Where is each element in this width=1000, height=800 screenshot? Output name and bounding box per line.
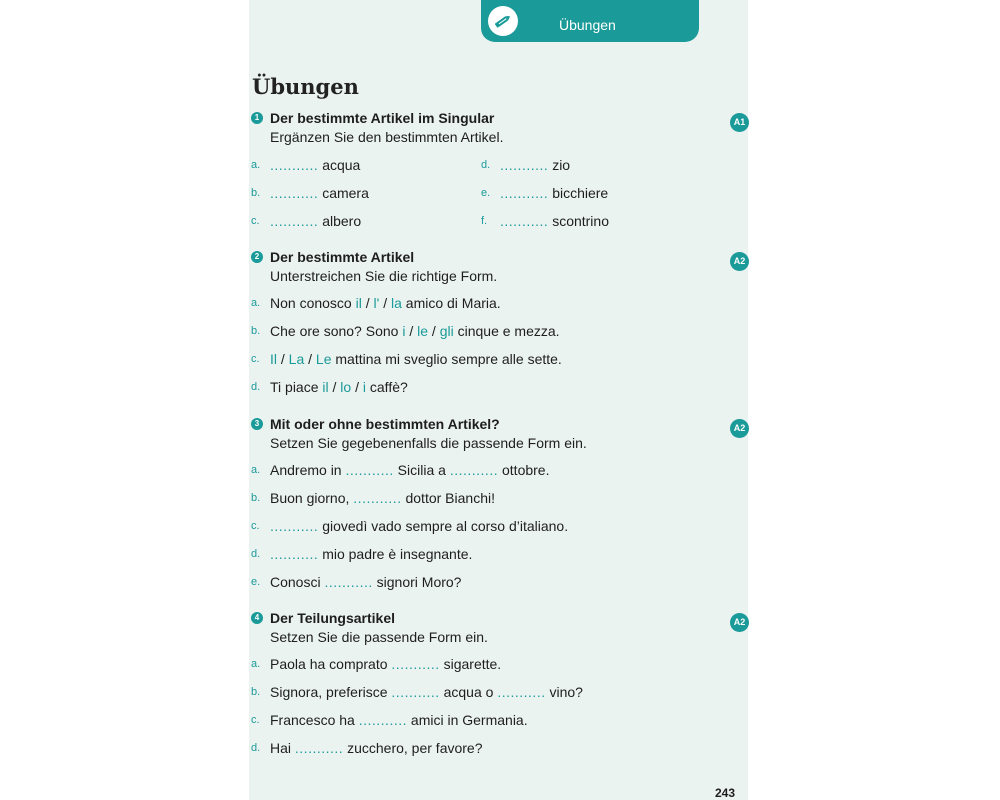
item-text: giovedì vado sempre al corso d’italiano. <box>322 518 569 534</box>
item-text: scontrino <box>552 213 609 229</box>
option: lo <box>340 379 352 395</box>
page-number: 243 <box>715 786 736 800</box>
exercise-instruction: Setzen Sie die passende Form ein. <box>270 629 488 645</box>
item-text: albero <box>322 213 362 229</box>
item-text: zucchero, per favore? <box>347 740 483 756</box>
answer-blank: ........... <box>294 740 344 756</box>
answer-blank: ........... <box>345 462 394 478</box>
answer-blank: ........... <box>270 546 319 562</box>
answer-blank: ........... <box>353 490 402 506</box>
item-text: amico di Maria. <box>401 295 501 311</box>
level-badge: A1 <box>730 113 749 132</box>
answer-blank: ........... <box>500 185 549 201</box>
item-letter: a. <box>251 658 261 670</box>
answer-blank: ........... <box>449 462 499 478</box>
item-text: Hai <box>270 740 295 756</box>
item-text: Sicilia a <box>397 462 450 478</box>
item-text: bicchiere <box>552 185 609 201</box>
item-text: dottor Bianchi! <box>405 490 495 506</box>
level-badge: A2 <box>730 252 749 271</box>
item-letter: e. <box>251 576 261 588</box>
exercise-title: Der bestimmte Artikel <box>270 249 415 265</box>
item-text: Conosci <box>270 574 325 590</box>
option: i <box>362 379 366 395</box>
item-letter: b. <box>251 187 261 199</box>
pencil-icon <box>488 6 518 36</box>
item-text: Signora, preferisce <box>270 684 392 700</box>
answer-blank: ........... <box>270 157 319 173</box>
answer-blank: ........... <box>497 684 546 700</box>
item-letter: d. <box>251 742 261 754</box>
answer-blank: ........... <box>270 518 319 534</box>
option: i <box>402 323 406 339</box>
level-badge: A2 <box>730 419 749 438</box>
option: Le <box>315 351 332 367</box>
workbook-page: Übungen Übungen 1 Der bestimmte Artikel im Singular Ergänzen Sie den bestimmten Artikel. A1 a. ........... acqua b. ........... camera c. ........... albero d. ........... zio e. ........... bicchiere f. ........... scontrino 2 Der bestimmte Artikel Unterstreichen Sie die richtige Form. A2 a. Non conosco il / l' / la amico di Maria. b. Che ore sono? Sono i / le / gli cinque e mezza. c. Il / La / Le mattina mi sveglio sempre alle sette. d. Ti piace il / lo / i caffè? 3 Mit oder ohne bestimmten Artikel? Setzen Sie gegebenenfalls die passende Form ein. A2 a. Andremo in ........... Sicilia a ........... ottobre. b. Buon giorno, ........... dottor Bianchi! c. ........... giovedì vado sempre al corso d’italiano. d. ........... mio padre è insegnante. e. Conosci ........... signori Moro? 4 Der Teilungsartikel Setzen Sie die passende Form ein. A2 a. Paola ha comprato ........... sigarette. b. Signora, preferisce ........... acqua o ........... vino? c. Francesco ha ........... amici in Germania. d. Hai ........... zucchero, per favore? 243 <box>249 0 748 800</box>
item-text: mio padre è insegnante. <box>322 546 473 562</box>
item-text: acqua o <box>443 684 498 700</box>
item-text: ottobre. <box>502 462 550 478</box>
section-tab <box>481 0 699 42</box>
item-letter: d. <box>251 381 261 393</box>
item-letter: f. <box>481 215 488 227</box>
item-text: camera <box>322 185 369 201</box>
item-letter: d. <box>251 548 261 560</box>
item-letter: a. <box>251 464 261 476</box>
item-text: sigarette. <box>443 656 502 672</box>
option: il <box>322 379 329 395</box>
item-text: cinque e mezza. <box>453 323 560 339</box>
level-badge: A2 <box>730 613 749 632</box>
answer-blank: ........... <box>500 157 549 173</box>
exercise-title: Der bestimmte Artikel im Singular <box>270 110 495 126</box>
item-text: acqua <box>322 157 361 173</box>
option: gli <box>439 323 454 339</box>
item-letter: c. <box>251 714 260 726</box>
item-text: signori Moro? <box>376 574 462 590</box>
exercise-instruction: Ergänzen Sie den bestimmten Artikel. <box>270 129 504 145</box>
item-text: mattina mi sveglio sempre alle sette. <box>331 351 562 367</box>
exercise-number: 3 <box>251 418 263 430</box>
option: Il <box>270 351 277 367</box>
item-letter: b. <box>251 686 261 698</box>
item-letter: e. <box>481 187 491 199</box>
answer-blank: ........... <box>391 684 440 700</box>
option: il <box>355 295 362 311</box>
answer-blank: ........... <box>391 656 440 672</box>
page-title: Übungen <box>252 74 359 99</box>
option: la <box>390 295 402 311</box>
item-text: Buon giorno, <box>270 490 354 506</box>
item-letter: a. <box>251 159 261 171</box>
item-text: Che ore sono? Sono <box>270 323 403 339</box>
exercise-instruction: Setzen Sie gegebenenfalls die passende Form ein. <box>270 435 587 451</box>
answer-blank: ........... <box>324 574 373 590</box>
item-letter: a. <box>251 297 261 309</box>
item-text: Francesco ha <box>270 712 359 728</box>
item-letter: c. <box>251 520 260 532</box>
item-text: Non conosco <box>270 295 356 311</box>
answer-blank: ........... <box>270 213 319 229</box>
item-text: amici in Germania. <box>410 712 528 728</box>
option: La <box>288 351 305 367</box>
exercise-title: Mit oder ohne bestimmten Artikel? <box>270 416 500 432</box>
item-letter: d. <box>481 159 491 171</box>
exercise-number: 1 <box>251 112 263 124</box>
item-letter: b. <box>251 325 261 337</box>
item-letter: c. <box>251 215 260 227</box>
section-tab-label: Übungen <box>559 17 616 33</box>
exercise-number: 2 <box>251 251 263 263</box>
option: le <box>417 323 429 339</box>
exercise-instruction: Unterstreichen Sie die richtige Form. <box>270 268 498 284</box>
item-text: Andremo in <box>270 462 346 478</box>
item-text: caffè? <box>366 379 408 395</box>
item-text: zio <box>552 157 571 173</box>
answer-blank: ........... <box>500 213 549 229</box>
item-text: Ti piace <box>270 379 323 395</box>
item-text: vino? <box>549 684 583 700</box>
exercise-title: Der Teilungsartikel <box>270 610 396 626</box>
answer-blank: ........... <box>358 712 408 728</box>
answer-blank: ........... <box>270 185 319 201</box>
item-text: Paola ha comprato <box>270 656 392 672</box>
item-letter: c. <box>251 353 260 365</box>
item-letter: b. <box>251 492 261 504</box>
option: l' <box>373 295 380 311</box>
exercise-number: 4 <box>251 612 263 624</box>
